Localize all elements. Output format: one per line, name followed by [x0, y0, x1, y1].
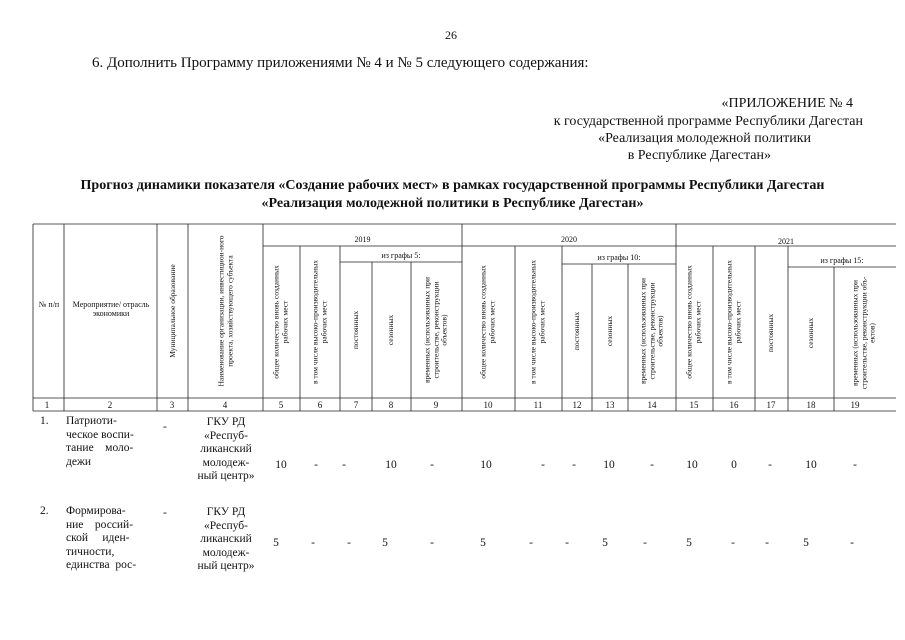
row-1-value: - — [342, 459, 346, 471]
row-2-value: 5 — [803, 537, 809, 549]
header-measure: Мероприятие/ отрасль экономики — [72, 300, 150, 318]
row-2-value: 5 — [480, 537, 486, 549]
header-seasonal-2021: сезонных — [805, 317, 815, 349]
row-2-measure-line: Формирова- — [66, 505, 126, 517]
col-number: 17 — [766, 400, 776, 410]
col-number: 13 — [605, 400, 615, 410]
col-number: 7 — [353, 400, 359, 410]
row-1-value: - — [572, 459, 576, 471]
header-temporary-2021: временных (использованных при строительстве, реконструкции объ-ектов) — [850, 276, 877, 390]
col-number: 9 — [433, 400, 439, 410]
row-1-value: - — [853, 459, 857, 471]
header-seasonal-2020: сезонных — [604, 315, 614, 347]
row-2-measure-line: тичности, — [66, 545, 115, 558]
header-year-2019: 2019 — [354, 235, 371, 244]
row-2-org-line: молодеж- — [202, 546, 250, 559]
header-permanent-2019: постоянных — [350, 310, 360, 350]
header-permanent-2020: постоянных — [571, 311, 581, 351]
header-high-2019: в том числе высоко-производительных рабочих мест — [310, 260, 328, 384]
col-number: 6 — [317, 400, 323, 410]
row-1-organization — [192, 416, 260, 484]
header-year-2021: 2021 — [778, 237, 794, 246]
header-permanent-2021: постоянных — [765, 313, 775, 353]
col-number: 1 — [44, 400, 50, 410]
header-high-2021: в том числе высоко-производительных рабочих мест — [724, 260, 742, 384]
col-number: 5 — [278, 400, 284, 410]
table-title-line-1: Прогноз динамики показателя «Создание рабочих мест» в рамках государственной программы Республики Дагестан — [80, 178, 825, 193]
col-number: 3 — [169, 400, 175, 410]
row-2-value: - — [529, 537, 533, 549]
col-number: 2 — [107, 400, 113, 410]
row-2-value: - — [731, 537, 735, 549]
appendix-line-4: в Республике Дагестан» — [627, 148, 771, 163]
row-1-value: 10 — [805, 459, 817, 471]
row-2-value: - — [347, 537, 351, 549]
row-1-org-line: ликанский — [200, 443, 252, 455]
header-total-2020: общее количество вновь созданных рабочих мест — [478, 265, 496, 379]
header-municipality: Муниципальное образование — [167, 264, 177, 358]
row-2-value: 5 — [686, 537, 692, 549]
row-1-org-line: молодеж- — [202, 456, 250, 469]
row-1-measure-line: дежи — [66, 455, 92, 468]
row-1-value: - — [768, 459, 772, 471]
row-2-value: 5 — [602, 537, 608, 549]
row-1-value: - — [650, 459, 654, 471]
row-2-municipality: - — [163, 507, 167, 519]
row-1-org-line: ный центр» — [197, 470, 255, 482]
header-of-col-5: из графы 5: — [381, 251, 421, 260]
row-2-measure — [66, 505, 154, 573]
row-2-value: - — [565, 537, 569, 549]
col-number: 15 — [689, 400, 699, 410]
row-2-value: - — [850, 537, 854, 549]
header-temporary-2019: временных (использованных при строительстве, реконструкции объектов) — [422, 277, 449, 383]
row-2-value: - — [643, 537, 647, 549]
row-2-value: 5 — [382, 537, 388, 549]
row-1-value: - — [541, 459, 545, 471]
row-2-measure-line: ской иден- — [66, 532, 130, 544]
row-1-measure-line: тание моло- — [66, 442, 134, 454]
row-1-measure-line: Патриоти- — [66, 415, 117, 427]
header-year-2020: 2020 — [561, 235, 577, 244]
col-number: 18 — [806, 400, 816, 410]
col-number: 19 — [850, 400, 860, 410]
col-number: 16 — [729, 400, 739, 410]
row-2-org-line: ГКУ РД — [206, 506, 246, 518]
header-of-col-10: из графы 10: — [597, 253, 641, 262]
row-2-value: - — [765, 537, 769, 549]
row-1-value: 10 — [686, 459, 698, 471]
row-1-value: 0 — [731, 459, 737, 471]
row-1-value: - — [314, 459, 318, 471]
col-number: 8 — [388, 400, 394, 410]
row-1-value: 10 — [385, 459, 397, 471]
row-2-org-line: ликанский — [200, 533, 252, 545]
row-1-value: 10 — [480, 459, 492, 471]
col-number: 10 — [483, 400, 493, 410]
row-1-municipality: - — [163, 421, 167, 433]
table-title-line-2: «Реализация молодежной политики в Республике Дагестан» — [261, 196, 644, 211]
row-1-measure — [66, 415, 154, 469]
row-2-number: 2. — [40, 505, 49, 517]
row-1-measure-line: ческое воспи- — [66, 428, 134, 441]
header-temporary-2020: временных (использованных при строительстве, реконструкции объектов) — [638, 278, 665, 384]
row-2-measure-line: единства рос- — [66, 559, 137, 571]
col-number: 4 — [222, 400, 228, 410]
header-total-2021: общее количество вновь созданных рабочих мест — [684, 265, 702, 379]
row-2-org-line: «Респуб- — [204, 519, 248, 532]
col-number: 14 — [647, 400, 657, 410]
header-organization: Наименование организации, инвестицион-ного проекта, хозяйствующего субъекта — [216, 235, 234, 387]
row-2-org-line: ный центр» — [197, 560, 255, 572]
intro-paragraph: 6. Дополнить Программу приложениями № 4 и № 5 следующего содержания: — [92, 55, 589, 71]
row-2-value: - — [430, 537, 434, 549]
appendix-line-1: «ПРИЛОЖЕНИЕ № 4 — [721, 96, 853, 111]
row-1-org-line: ГКУ РД — [206, 416, 246, 428]
row-1-value: 10 — [603, 459, 615, 471]
appendix-line-2: к государственной программе Республики Дагестан — [553, 114, 863, 129]
row-1-org-line: «Респуб- — [204, 429, 248, 442]
appendix-line-3: «Реализация молодежной политики — [598, 131, 811, 146]
col-number: 11 — [533, 400, 543, 410]
row-2-value: - — [311, 537, 315, 549]
header-of-col-15: из графы 15: — [820, 256, 864, 265]
row-2-measure-line: ние россий- — [66, 518, 134, 531]
page-number: 26 — [445, 28, 457, 42]
header-total-2019: общее количество вновь созданных рабочих мест — [271, 265, 289, 379]
header-seasonal-2019: сезонных — [385, 314, 395, 346]
row-1-number: 1. — [40, 415, 49, 427]
row-1-value: - — [430, 459, 434, 471]
col-number: 12 — [572, 400, 582, 410]
row-2-value: 5 — [273, 537, 279, 549]
header-high-2020: в том числе высоко-производительных рабочих мест — [528, 260, 546, 384]
row-2-organization — [192, 506, 260, 574]
row-1-value: 10 — [275, 459, 287, 471]
header-number: № п/п — [38, 300, 60, 309]
